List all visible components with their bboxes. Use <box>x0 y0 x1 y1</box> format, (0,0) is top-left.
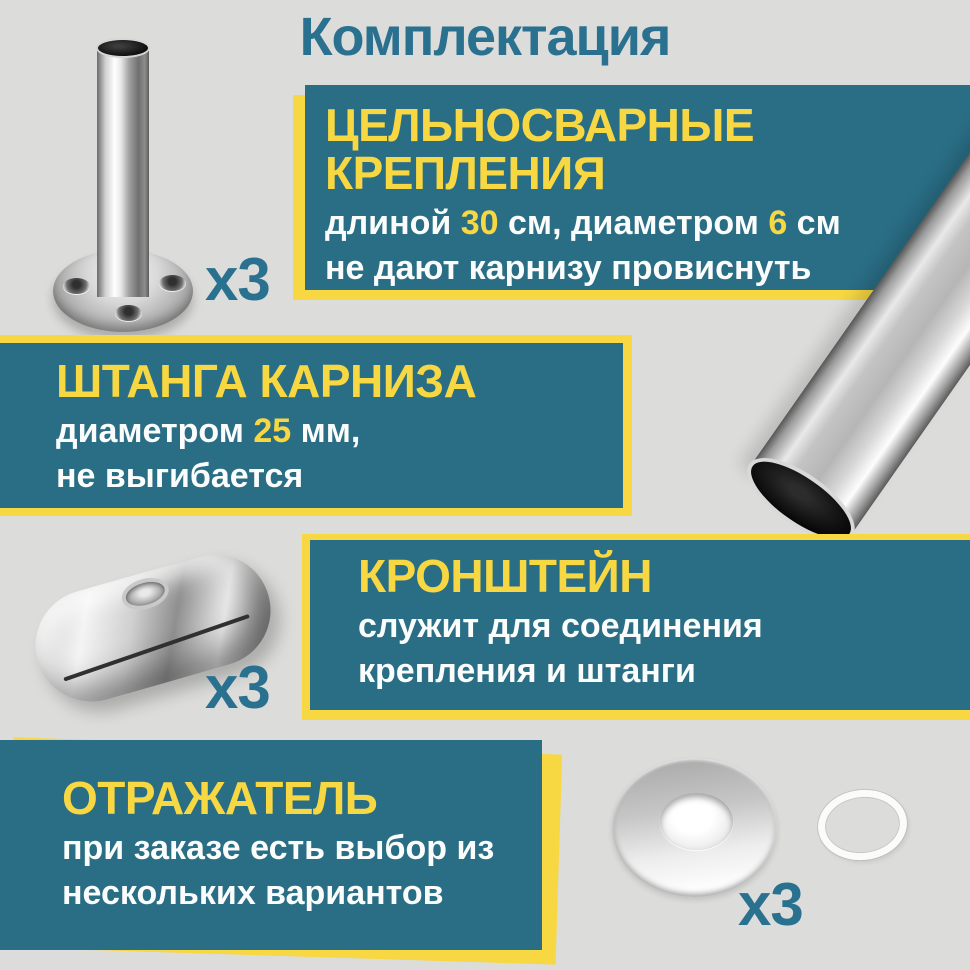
bracket-count-label: x3 <box>205 654 270 721</box>
bracket-description <box>358 604 970 694</box>
mount-pipe-opening <box>96 38 150 58</box>
panel-rod <box>0 343 623 508</box>
fasteners-heading <box>325 101 970 197</box>
fasteners-heading-line1: ЦЕЛЬНОСВАРНЫЕ <box>325 99 755 151</box>
bracket-description-line2: крепления и штанги <box>358 652 696 690</box>
panel-reflector <box>0 740 542 950</box>
fasteners-description <box>325 201 970 291</box>
reflector-description-line1: при заказе есть выбор из <box>62 829 495 867</box>
mount-screw-hole <box>63 278 90 294</box>
bracket-heading-line: КРОНШТЕЙН <box>358 550 652 602</box>
rod-heading-line: ШТАНГА КАРНИЗА <box>56 355 477 407</box>
bracket-hole <box>118 573 172 615</box>
panel-bracket <box>310 540 970 710</box>
reflector-heading-line: ОТРАЖАТЕЛЬ <box>62 772 378 824</box>
reflector-description <box>62 826 542 916</box>
fasteners-diameter-value: 6 <box>768 204 788 242</box>
mount-screw-hole <box>159 275 186 291</box>
fasteners-description-line2: не дают карнизу провиснуть <box>325 249 812 287</box>
reflector-description-line2: нескольких вариантов <box>62 874 444 912</box>
reflector-hole <box>660 793 733 850</box>
panel-fasteners <box>305 85 970 290</box>
fasteners-heading-line2: КРЕПЛЕНИЯ <box>325 147 606 199</box>
rod-description-line2: не выгибается <box>56 457 304 495</box>
fasteners-description-line1: длиной 30 см, диаметром 6 см <box>325 204 841 242</box>
rod-diameter-value: 25 <box>253 412 292 450</box>
reflector-heading <box>62 774 542 822</box>
fasteners-count-label: x3 <box>205 246 270 313</box>
rod-description <box>56 409 623 499</box>
rod-description-line1: диаметром 25 мм, <box>56 412 361 450</box>
plastic-ring-photo <box>815 786 911 865</box>
mount-pipe <box>97 47 149 297</box>
rod-heading <box>56 357 623 405</box>
mount-screw-hole <box>115 305 142 321</box>
reflector-count-label: x3 <box>738 871 803 938</box>
bracket-description-line1: служит для соединения <box>358 607 763 645</box>
wall-mount-photo <box>25 35 225 350</box>
page-title: Комплектация <box>299 7 671 67</box>
fasteners-length-value: 30 <box>460 204 499 242</box>
bracket-heading <box>358 552 970 600</box>
